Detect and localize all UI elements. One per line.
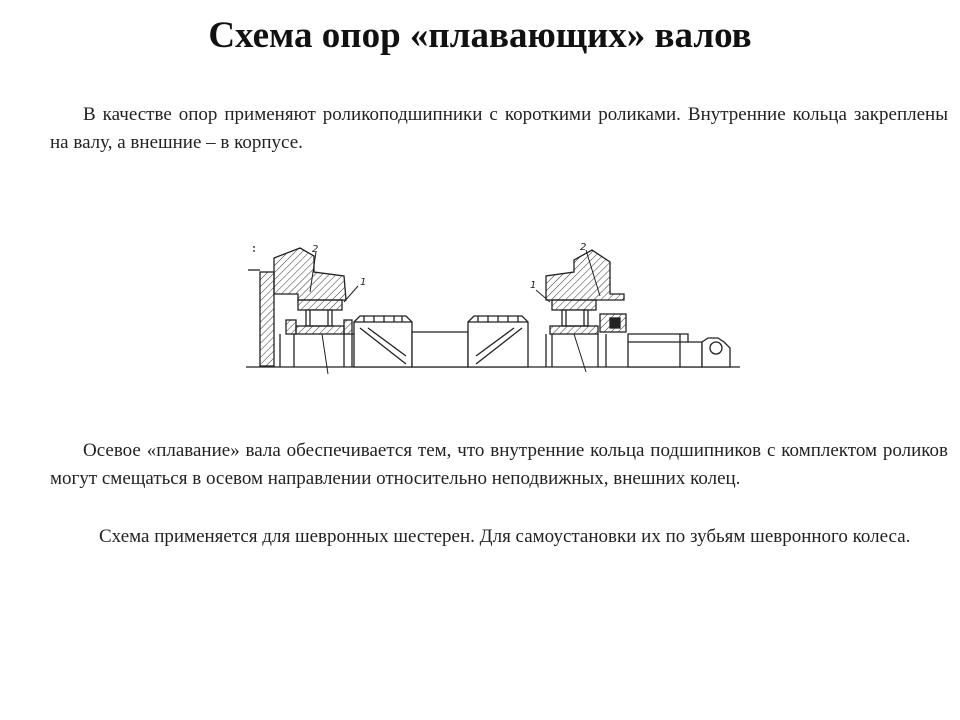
slide-title: Схема опор «плавающих» валов — [208, 15, 752, 56]
shaft-bearing-drawing — [240, 236, 750, 376]
intro-paragraph: В качестве опор применяют роликоподшипники с короткими роликами. Внутренние кольца закреплены на валу, а внешние – в корпусе. — [50, 104, 948, 153]
left-support — [248, 246, 358, 374]
herringbone-gears — [352, 316, 528, 367]
callout-right-housing: 2 — [580, 242, 587, 253]
callout-left-bearing: 1 — [360, 277, 367, 288]
callout-right-bearing: 1 — [530, 280, 537, 291]
floating-paragraph: Осевое «плавание» вала обеспечивается тем, что внутренние кольца подшипников с комплектом роликов могут смещаться в осевом направлении относительно неподвижных, внешних колец. — [50, 440, 948, 489]
application-paragraph: Схема применяется для шевронных шестерен. Для самоустановки их по зубьям шевронного колеса. — [99, 526, 911, 547]
right-support — [536, 250, 730, 372]
callout-left-housing: 2 — [312, 244, 319, 255]
